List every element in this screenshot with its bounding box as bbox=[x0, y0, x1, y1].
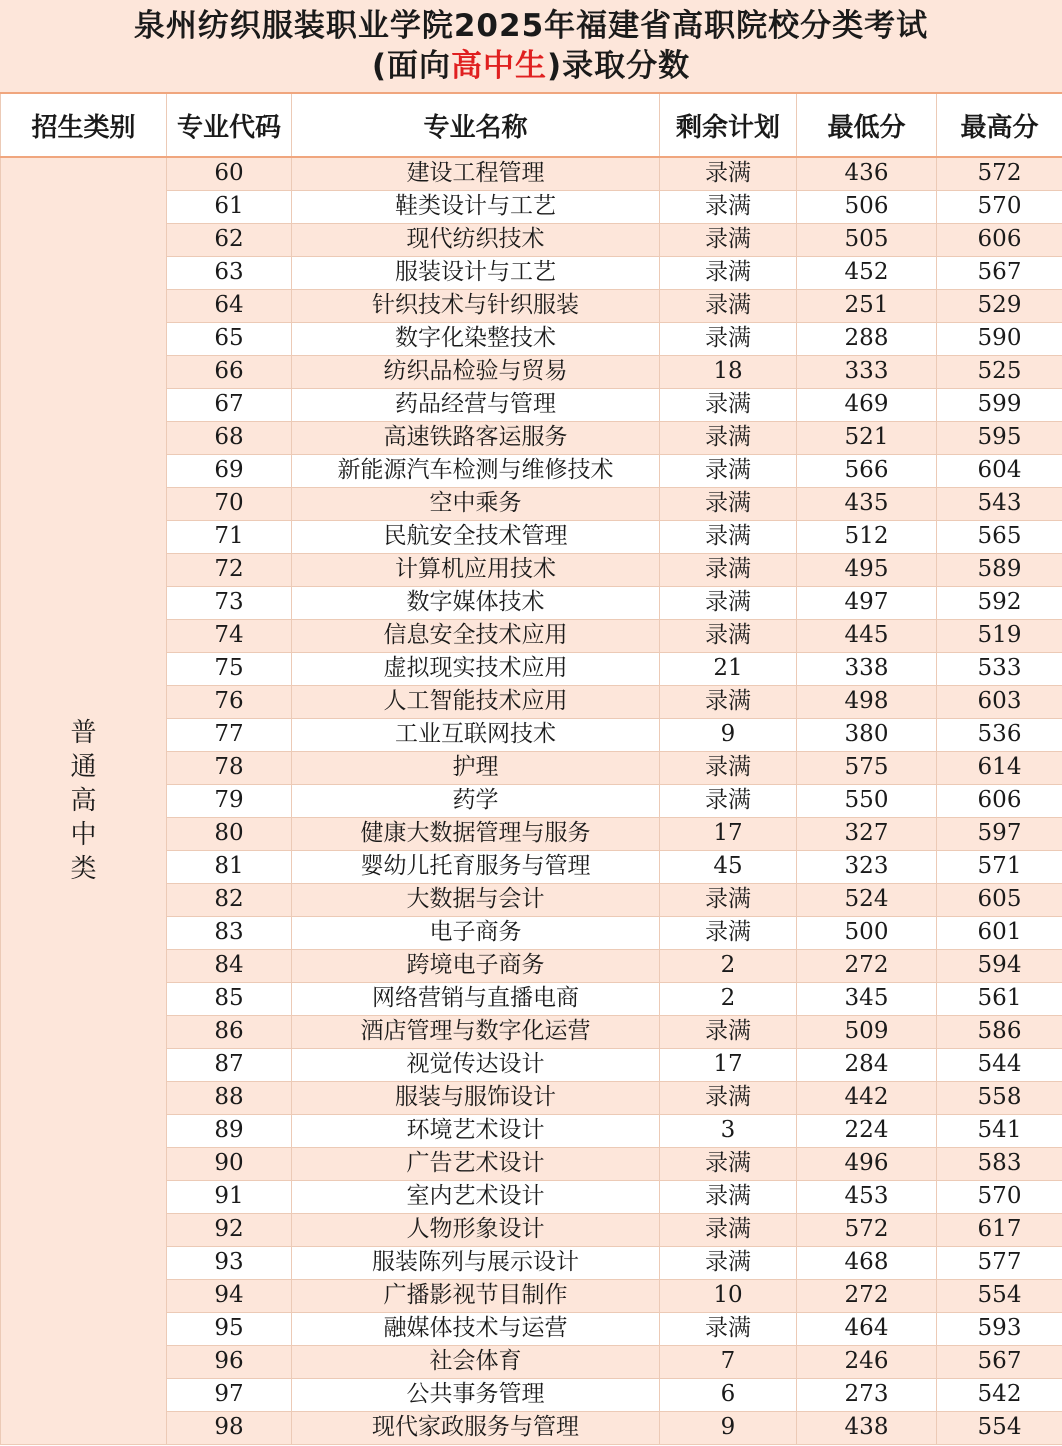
major-name-cell: 婴幼儿托育服务与管理 bbox=[292, 850, 660, 883]
major-name-cell: 现代家政服务与管理 bbox=[292, 1411, 660, 1444]
max-score-cell: 586 bbox=[937, 1015, 1062, 1048]
code-cell: 97 bbox=[167, 1378, 292, 1411]
code-cell: 95 bbox=[167, 1312, 292, 1345]
code-cell: 74 bbox=[167, 619, 292, 652]
remaining-plan-cell: 录满 bbox=[660, 157, 797, 190]
max-score-cell: 572 bbox=[937, 157, 1062, 190]
header-remaining-plan: 剩余计划 bbox=[660, 93, 797, 157]
major-name-cell: 环境艺术设计 bbox=[292, 1114, 660, 1147]
remaining-plan-cell: 录满 bbox=[660, 553, 797, 586]
max-score-cell: 565 bbox=[937, 520, 1062, 553]
table-body bbox=[1, 157, 1062, 1444]
max-score-cell: 544 bbox=[937, 1048, 1062, 1081]
min-score-cell: 496 bbox=[797, 1147, 937, 1180]
max-score-cell: 606 bbox=[937, 784, 1062, 817]
code-cell: 89 bbox=[167, 1114, 292, 1147]
min-score-cell: 524 bbox=[797, 883, 937, 916]
max-score-cell: 589 bbox=[937, 553, 1062, 586]
remaining-plan-cell: 录满 bbox=[660, 619, 797, 652]
max-score-cell: 567 bbox=[937, 256, 1062, 289]
major-name-cell: 鞋类设计与工艺 bbox=[292, 190, 660, 223]
category-label: 普通高中类 bbox=[70, 717, 97, 884]
min-score-cell: 438 bbox=[797, 1411, 937, 1444]
remaining-plan-cell: 录满 bbox=[660, 388, 797, 421]
max-score-cell: 617 bbox=[937, 1213, 1062, 1246]
major-name-cell: 人工智能技术应用 bbox=[292, 685, 660, 718]
min-score-cell: 464 bbox=[797, 1312, 937, 1345]
code-cell: 82 bbox=[167, 883, 292, 916]
code-cell: 80 bbox=[167, 817, 292, 850]
min-score-cell: 506 bbox=[797, 190, 937, 223]
remaining-plan-cell: 录满 bbox=[660, 1312, 797, 1345]
min-score-cell: 452 bbox=[797, 256, 937, 289]
max-score-cell: 594 bbox=[937, 949, 1062, 982]
code-cell: 79 bbox=[167, 784, 292, 817]
remaining-plan-cell: 录满 bbox=[660, 487, 797, 520]
code-cell: 72 bbox=[167, 553, 292, 586]
major-name-cell: 数字媒体技术 bbox=[292, 586, 660, 619]
major-name-cell: 室内艺术设计 bbox=[292, 1180, 660, 1213]
remaining-plan-cell: 录满 bbox=[660, 1180, 797, 1213]
remaining-plan-cell: 18 bbox=[660, 355, 797, 388]
major-name-cell: 护理 bbox=[292, 751, 660, 784]
min-score-cell: 380 bbox=[797, 718, 937, 751]
major-name-cell: 网络营销与直播电商 bbox=[292, 982, 660, 1015]
major-name-cell: 服装陈列与展示设计 bbox=[292, 1246, 660, 1279]
code-cell: 64 bbox=[167, 289, 292, 322]
max-score-cell: 567 bbox=[937, 1345, 1062, 1378]
max-score-cell: 601 bbox=[937, 916, 1062, 949]
min-score-cell: 272 bbox=[797, 1279, 937, 1312]
min-score-cell: 345 bbox=[797, 982, 937, 1015]
code-cell: 98 bbox=[167, 1411, 292, 1444]
remaining-plan-cell: 21 bbox=[660, 652, 797, 685]
header-min-score: 最低分 bbox=[797, 93, 937, 157]
major-name-cell: 健康大数据管理与服务 bbox=[292, 817, 660, 850]
remaining-plan-cell: 录满 bbox=[660, 685, 797, 718]
remaining-plan-cell: 9 bbox=[660, 718, 797, 751]
remaining-plan-cell: 录满 bbox=[660, 1213, 797, 1246]
major-name-cell: 空中乘务 bbox=[292, 487, 660, 520]
remaining-plan-cell: 17 bbox=[660, 817, 797, 850]
min-score-cell: 512 bbox=[797, 520, 937, 553]
max-score-cell: 554 bbox=[937, 1279, 1062, 1312]
max-score-cell: 570 bbox=[937, 1180, 1062, 1213]
max-score-cell: 604 bbox=[937, 454, 1062, 487]
major-name-cell: 视觉传达设计 bbox=[292, 1048, 660, 1081]
min-score-cell: 498 bbox=[797, 685, 937, 718]
code-cell: 73 bbox=[167, 586, 292, 619]
major-name-cell: 药品经营与管理 bbox=[292, 388, 660, 421]
code-cell: 94 bbox=[167, 1279, 292, 1312]
min-score-cell: 468 bbox=[797, 1246, 937, 1279]
code-cell: 71 bbox=[167, 520, 292, 553]
max-score-cell: 529 bbox=[937, 289, 1062, 322]
code-cell: 77 bbox=[167, 718, 292, 751]
code-cell: 88 bbox=[167, 1081, 292, 1114]
min-score-cell: 272 bbox=[797, 949, 937, 982]
max-score-cell: 543 bbox=[937, 487, 1062, 520]
table-row bbox=[1, 157, 1062, 190]
min-score-cell: 251 bbox=[797, 289, 937, 322]
min-score-cell: 246 bbox=[797, 1345, 937, 1378]
min-score-cell: 497 bbox=[797, 586, 937, 619]
max-score-cell: 542 bbox=[937, 1378, 1062, 1411]
remaining-plan-cell: 录满 bbox=[660, 223, 797, 256]
title-line-1: 泉州纺织服装职业学院2025年福建省高职院校分类考试 bbox=[133, 8, 929, 44]
title-highlight: 高中生 bbox=[451, 48, 547, 84]
max-score-cell: 597 bbox=[937, 817, 1062, 850]
page-title bbox=[0, 0, 1062, 92]
remaining-plan-cell: 录满 bbox=[660, 454, 797, 487]
remaining-plan-cell: 2 bbox=[660, 982, 797, 1015]
major-name-cell: 数字化染整技术 bbox=[292, 322, 660, 355]
code-cell: 68 bbox=[167, 421, 292, 454]
min-score-cell: 436 bbox=[797, 157, 937, 190]
max-score-cell: 599 bbox=[937, 388, 1062, 421]
max-score-cell: 606 bbox=[937, 223, 1062, 256]
code-cell: 81 bbox=[167, 850, 292, 883]
max-score-cell: 577 bbox=[937, 1246, 1062, 1279]
major-name-cell: 公共事务管理 bbox=[292, 1378, 660, 1411]
min-score-cell: 284 bbox=[797, 1048, 937, 1081]
min-score-cell: 469 bbox=[797, 388, 937, 421]
code-cell: 63 bbox=[167, 256, 292, 289]
major-name-cell: 服装与服饰设计 bbox=[292, 1081, 660, 1114]
code-cell: 62 bbox=[167, 223, 292, 256]
code-cell: 85 bbox=[167, 982, 292, 1015]
min-score-cell: 521 bbox=[797, 421, 937, 454]
max-score-cell: 541 bbox=[937, 1114, 1062, 1147]
remaining-plan-cell: 录满 bbox=[660, 256, 797, 289]
code-cell: 92 bbox=[167, 1213, 292, 1246]
remaining-plan-cell: 录满 bbox=[660, 1246, 797, 1279]
max-score-cell: 558 bbox=[937, 1081, 1062, 1114]
min-score-cell: 509 bbox=[797, 1015, 937, 1048]
major-name-cell: 广告艺术设计 bbox=[292, 1147, 660, 1180]
max-score-cell: 614 bbox=[937, 751, 1062, 784]
category-cell bbox=[1, 157, 167, 1444]
code-cell: 87 bbox=[167, 1048, 292, 1081]
major-name-cell: 建设工程管理 bbox=[292, 157, 660, 190]
remaining-plan-cell: 6 bbox=[660, 1378, 797, 1411]
min-score-cell: 445 bbox=[797, 619, 937, 652]
major-name-cell: 民航安全技术管理 bbox=[292, 520, 660, 553]
remaining-plan-cell: 录满 bbox=[660, 520, 797, 553]
max-score-cell: 536 bbox=[937, 718, 1062, 751]
max-score-cell: 583 bbox=[937, 1147, 1062, 1180]
header-code: 专业代码 bbox=[167, 93, 292, 157]
code-cell: 70 bbox=[167, 487, 292, 520]
code-cell: 91 bbox=[167, 1180, 292, 1213]
remaining-plan-cell: 17 bbox=[660, 1048, 797, 1081]
major-name-cell: 针织技术与针织服装 bbox=[292, 289, 660, 322]
remaining-plan-cell: 录满 bbox=[660, 1081, 797, 1114]
title-line-2-suffix: )录取分数 bbox=[547, 48, 691, 84]
table-header-row bbox=[1, 93, 1062, 157]
max-score-cell: 571 bbox=[937, 850, 1062, 883]
major-name-cell: 高速铁路客运服务 bbox=[292, 421, 660, 454]
remaining-plan-cell: 录满 bbox=[660, 1147, 797, 1180]
major-name-cell: 社会体育 bbox=[292, 1345, 660, 1378]
code-cell: 67 bbox=[167, 388, 292, 421]
major-name-cell: 融媒体技术与运营 bbox=[292, 1312, 660, 1345]
max-score-cell: 590 bbox=[937, 322, 1062, 355]
code-cell: 83 bbox=[167, 916, 292, 949]
max-score-cell: 561 bbox=[937, 982, 1062, 1015]
max-score-cell: 605 bbox=[937, 883, 1062, 916]
remaining-plan-cell: 录满 bbox=[660, 289, 797, 322]
max-score-cell: 592 bbox=[937, 586, 1062, 619]
remaining-plan-cell: 9 bbox=[660, 1411, 797, 1444]
remaining-plan-cell: 录满 bbox=[660, 322, 797, 355]
max-score-cell: 603 bbox=[937, 685, 1062, 718]
major-name-cell: 大数据与会计 bbox=[292, 883, 660, 916]
min-score-cell: 288 bbox=[797, 322, 937, 355]
code-cell: 93 bbox=[167, 1246, 292, 1279]
code-cell: 78 bbox=[167, 751, 292, 784]
admission-table bbox=[0, 92, 1062, 1445]
remaining-plan-cell: 录满 bbox=[660, 421, 797, 454]
min-score-cell: 572 bbox=[797, 1213, 937, 1246]
min-score-cell: 505 bbox=[797, 223, 937, 256]
remaining-plan-cell: 3 bbox=[660, 1114, 797, 1147]
header-max-score: 最高分 bbox=[937, 93, 1062, 157]
min-score-cell: 273 bbox=[797, 1378, 937, 1411]
code-cell: 60 bbox=[167, 157, 292, 190]
code-cell: 61 bbox=[167, 190, 292, 223]
min-score-cell: 338 bbox=[797, 652, 937, 685]
major-name-cell: 计算机应用技术 bbox=[292, 553, 660, 586]
min-score-cell: 323 bbox=[797, 850, 937, 883]
min-score-cell: 500 bbox=[797, 916, 937, 949]
remaining-plan-cell: 10 bbox=[660, 1279, 797, 1312]
code-cell: 66 bbox=[167, 355, 292, 388]
remaining-plan-cell: 录满 bbox=[660, 784, 797, 817]
header-major-name: 专业名称 bbox=[292, 93, 660, 157]
remaining-plan-cell: 45 bbox=[660, 850, 797, 883]
major-name-cell: 人物形象设计 bbox=[292, 1213, 660, 1246]
max-score-cell: 525 bbox=[937, 355, 1062, 388]
min-score-cell: 453 bbox=[797, 1180, 937, 1213]
major-name-cell: 药学 bbox=[292, 784, 660, 817]
remaining-plan-cell: 录满 bbox=[660, 586, 797, 619]
max-score-cell: 593 bbox=[937, 1312, 1062, 1345]
remaining-plan-cell: 录满 bbox=[660, 190, 797, 223]
code-cell: 90 bbox=[167, 1147, 292, 1180]
min-score-cell: 327 bbox=[797, 817, 937, 850]
major-name-cell: 纺织品检验与贸易 bbox=[292, 355, 660, 388]
max-score-cell: 595 bbox=[937, 421, 1062, 454]
title-line-2 bbox=[0, 46, 1062, 86]
min-score-cell: 575 bbox=[797, 751, 937, 784]
min-score-cell: 333 bbox=[797, 355, 937, 388]
min-score-cell: 435 bbox=[797, 487, 937, 520]
remaining-plan-cell: 录满 bbox=[660, 751, 797, 784]
min-score-cell: 224 bbox=[797, 1114, 937, 1147]
code-cell: 65 bbox=[167, 322, 292, 355]
header-category: 招生类别 bbox=[1, 93, 167, 157]
min-score-cell: 550 bbox=[797, 784, 937, 817]
code-cell: 84 bbox=[167, 949, 292, 982]
code-cell: 76 bbox=[167, 685, 292, 718]
remaining-plan-cell: 录满 bbox=[660, 1015, 797, 1048]
major-name-cell: 酒店管理与数字化运营 bbox=[292, 1015, 660, 1048]
major-name-cell: 虚拟现实技术应用 bbox=[292, 652, 660, 685]
major-name-cell: 跨境电子商务 bbox=[292, 949, 660, 982]
major-name-cell: 信息安全技术应用 bbox=[292, 619, 660, 652]
max-score-cell: 554 bbox=[937, 1411, 1062, 1444]
code-cell: 69 bbox=[167, 454, 292, 487]
title-line-2-prefix: (面向 bbox=[371, 48, 451, 84]
remaining-plan-cell: 录满 bbox=[660, 916, 797, 949]
max-score-cell: 570 bbox=[937, 190, 1062, 223]
max-score-cell: 533 bbox=[937, 652, 1062, 685]
min-score-cell: 495 bbox=[797, 553, 937, 586]
min-score-cell: 442 bbox=[797, 1081, 937, 1114]
min-score-cell: 566 bbox=[797, 454, 937, 487]
major-name-cell: 工业互联网技术 bbox=[292, 718, 660, 751]
major-name-cell: 电子商务 bbox=[292, 916, 660, 949]
remaining-plan-cell: 录满 bbox=[660, 883, 797, 916]
remaining-plan-cell: 7 bbox=[660, 1345, 797, 1378]
remaining-plan-cell: 2 bbox=[660, 949, 797, 982]
major-name-cell: 服装设计与工艺 bbox=[292, 256, 660, 289]
max-score-cell: 519 bbox=[937, 619, 1062, 652]
code-cell: 96 bbox=[167, 1345, 292, 1378]
major-name-cell: 新能源汽车检测与维修技术 bbox=[292, 454, 660, 487]
major-name-cell: 现代纺织技术 bbox=[292, 223, 660, 256]
major-name-cell: 广播影视节目制作 bbox=[292, 1279, 660, 1312]
code-cell: 86 bbox=[167, 1015, 292, 1048]
code-cell: 75 bbox=[167, 652, 292, 685]
